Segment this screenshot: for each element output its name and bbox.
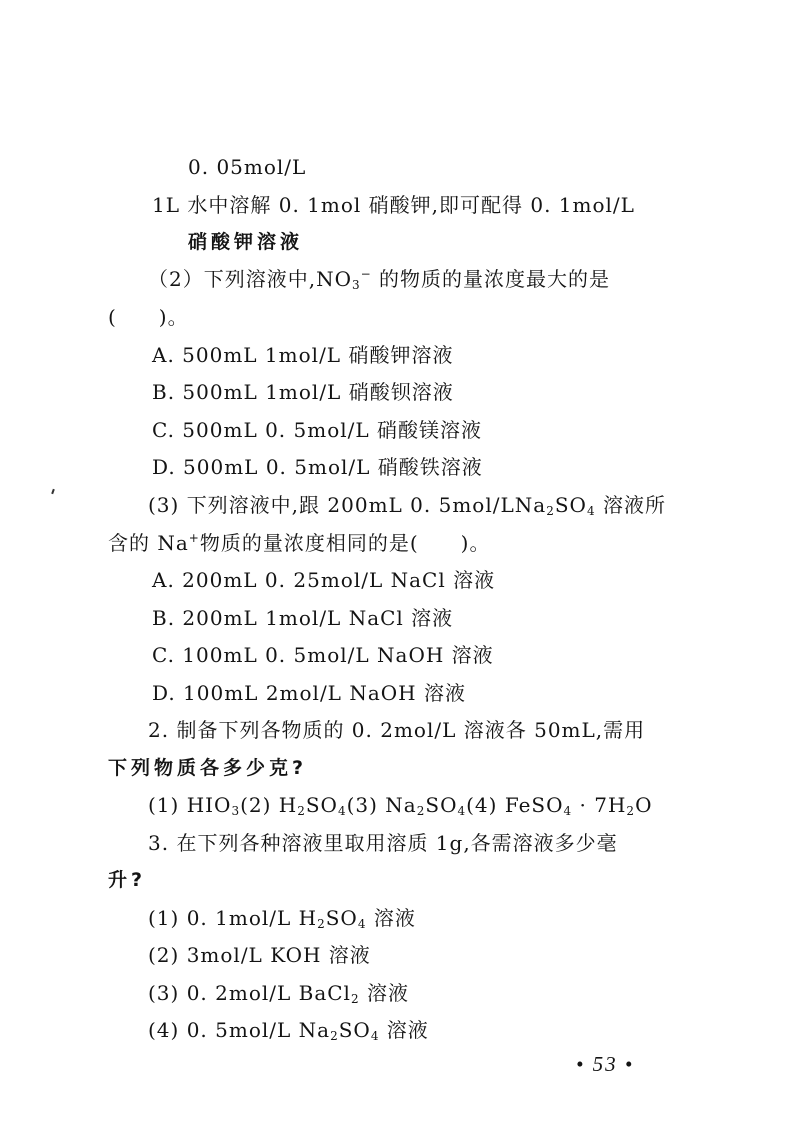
subscript: 4: [370, 1029, 380, 1043]
page-number: • 53 •: [576, 1052, 635, 1076]
subscript: 4: [357, 917, 367, 931]
problem-3-item-3: [148, 980, 409, 1006]
subscript: 4: [586, 504, 596, 518]
text: (3) 下列溶液中,跟 200mL 0. 5mol/LNa: [148, 493, 547, 517]
q2-option-a: [152, 342, 453, 368]
text: 溶液: [359, 981, 409, 1005]
text: C. 500mL 0. 5mol/L 硝酸镁溶液: [152, 418, 483, 442]
problem-3-item-4: [148, 1017, 429, 1043]
text: 物质的量浓度相同的是( )。: [199, 531, 491, 555]
text: (4) FeSO: [466, 793, 564, 817]
subscript: 2: [626, 804, 636, 818]
text: 2. 制备下列各物质的 0. 2mol/L 溶液各 50mL,需用: [148, 718, 646, 742]
text: SO: [554, 493, 587, 517]
text: A. 500mL 1mol/L 硝酸钾溶液: [152, 343, 454, 367]
q3-option-c: [152, 642, 494, 668]
text: (3) Na: [346, 793, 417, 817]
option-c-continuation: [188, 154, 306, 180]
text: C. 100mL 0. 5mol/L NaOH 溶液: [152, 643, 494, 667]
text: 硝酸钾溶液: [188, 231, 304, 253]
subscript: 2: [350, 992, 360, 1006]
text: 溶液所: [595, 493, 666, 517]
text: D. 100mL 2mol/L NaOH 溶液: [152, 681, 466, 705]
subscript: 2: [317, 917, 326, 931]
text: 下列物质各多少克?: [108, 757, 308, 779]
text: 3. 在下列各种溶液里取用溶质 1g,各需溶液多少毫: [148, 831, 618, 855]
text: ( )。: [108, 305, 189, 329]
q3-option-d: [152, 680, 466, 706]
text: 升?: [108, 869, 147, 891]
text: (4) 0. 5mol/L Na: [148, 1018, 331, 1042]
subscript: 2: [330, 1029, 339, 1043]
q3-option-b: [152, 605, 453, 631]
subscript: 3: [231, 804, 241, 818]
text: (2) 3mol/L KOH 溶液: [148, 943, 371, 967]
text: · 7H: [572, 793, 627, 817]
problem-2-stem: [148, 717, 645, 743]
text: SO: [305, 793, 338, 817]
subscript: 2: [546, 504, 555, 518]
text: 溶液: [379, 1018, 429, 1042]
subscript: 2: [297, 804, 306, 818]
text: (2) H: [240, 793, 298, 817]
problem-3-item-1: [148, 905, 416, 931]
text: 的物质的量浓度最大的是: [371, 267, 611, 291]
text: B. 500mL 1mol/L 硝酸钡溶液: [152, 380, 454, 404]
page-number-value: 53: [592, 1052, 618, 1076]
text: SO: [425, 793, 458, 817]
problem-2-stem-cont: [108, 755, 307, 781]
text: 1L 水中溶解 0. 1mol 硝酸钾,即可配得 0. 1mol/L: [152, 193, 635, 217]
q2-option-c: [152, 417, 482, 443]
text: 溶液: [366, 906, 416, 930]
text: (1) 0. 1mol/L H: [148, 906, 318, 930]
option-d: [152, 192, 635, 218]
question-2-stem: [148, 266, 610, 292]
text: SO: [325, 906, 358, 930]
superscript: −: [360, 267, 372, 281]
question-2-answer-blank: [108, 304, 189, 330]
q2-option-d: [152, 454, 483, 480]
text: (1) HIO: [148, 793, 232, 817]
subscript: 4: [337, 804, 347, 818]
problem-3-stem: [148, 830, 618, 856]
text: SO: [338, 1018, 371, 1042]
subscript: 2: [416, 804, 426, 818]
subscript: 4: [563, 804, 573, 818]
question-3-stem-cont: [108, 530, 490, 556]
problem-3-stem-cont: [108, 867, 146, 893]
subscript: 3: [351, 278, 361, 292]
text: B. 200mL 1mol/L NaCl 溶液: [152, 606, 454, 630]
q2-option-b: [152, 379, 454, 405]
text: A. 200mL 0. 25mol/L NaCl 溶液: [152, 568, 496, 592]
text: 0. 05mol/L: [188, 155, 307, 179]
text: 含的 Na: [108, 531, 189, 555]
problem-3-item-2: [148, 942, 371, 968]
superscript: +: [188, 531, 200, 545]
text: O: [635, 793, 653, 817]
scan-mark: [51, 489, 55, 494]
q3-option-a: [152, 567, 495, 593]
text: D. 500mL 0. 5mol/L 硝酸铁溶液: [152, 455, 483, 479]
question-3-stem: [148, 492, 666, 518]
text: (3) 0. 2mol/L BaCl: [148, 981, 351, 1005]
subscript: 4: [457, 804, 467, 818]
option-d-continuation: [188, 229, 303, 255]
text: （2）下列溶液中,NO: [148, 267, 352, 291]
problem-2-items: [148, 792, 652, 818]
